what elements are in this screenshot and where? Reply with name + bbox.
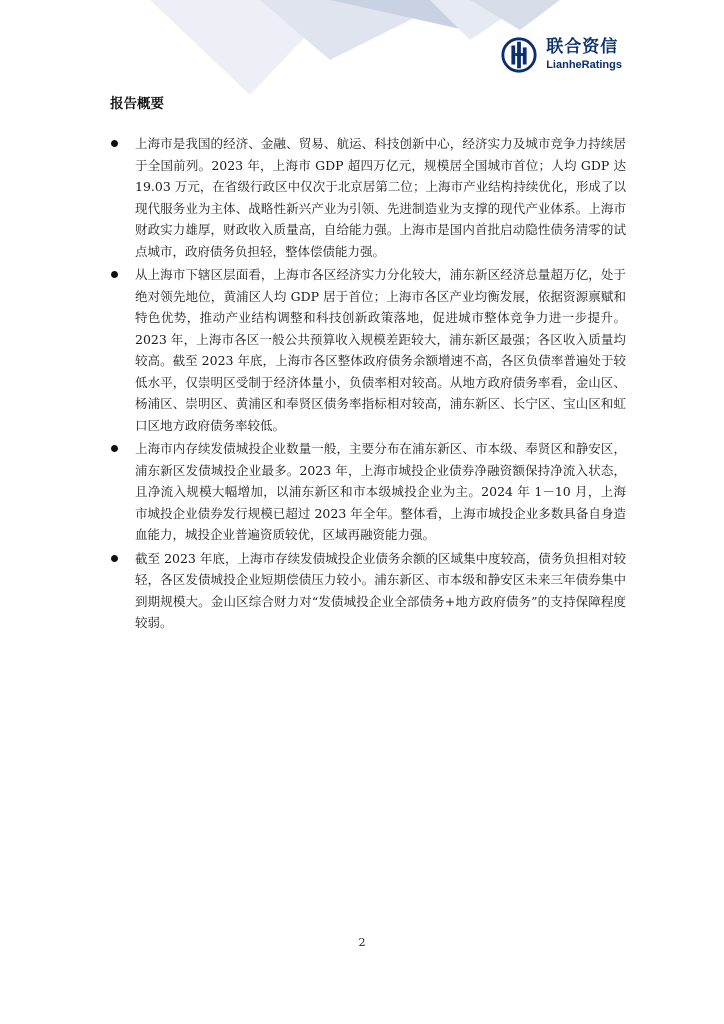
bullet-item — [110, 133, 626, 262]
section-title: 报告概要 — [110, 96, 164, 112]
bullet-item — [110, 548, 626, 634]
page-number: 2 — [358, 936, 366, 949]
logo-chinese-name: 联合资信 — [546, 37, 619, 57]
company-logo — [500, 36, 622, 74]
bullet-item — [110, 438, 626, 546]
bullet-item — [110, 264, 626, 436]
bullet-text: 截至 2023 年底，上海市存续发债城投企业债务余额的区域集中度较高，债务负担相对较轻，各区发债城投企业短期偿债压力较小。浦东新区、市本级和静安区未来三年债券集中到期规模大。金山区综合财力对“发债城投企业全部债务+地方政府债务”的支持保障程度较弱。 — [135, 550, 626, 630]
bullet-dot-icon — [111, 140, 118, 147]
logo-mark-icon — [500, 36, 538, 74]
bullet-text: 从上海市下辖区层面看，上海市各区经济实力分化较大，浦东新区经济总量超万亿，处于绝对领先地位，黄浦区人均 GDP 居于首位；上海市各区产业均衡发展，依据资源禀赋和特色优势，推动产业结构调整和科技创新政策落地，促进城市整体竞争力进一步提升。2023 年，上海市各区一般公共预算收入规模差距较大，浦东新区最强；各区收入质量均较高。截至 2023 年底，上海市各区整体政府债务余额增速不高，各区负债率普遍处于较低水平，仅崇明区受制于经济体量小，负债率相对较高。从地方政府债务率看，金山区、杨浦区、崇明区、黄浦区和奉贤区债务率指标相对较高，浦东新区、长宁区、宝山区和虹口区地方政府债务率较低。 — [135, 267, 626, 433]
bullet-dot-icon — [111, 555, 118, 562]
logo-text — [546, 39, 622, 71]
bullet-dot-icon — [111, 271, 118, 278]
summary-bullet-list — [110, 133, 626, 636]
bullet-dot-icon — [111, 445, 118, 452]
bullet-text: 上海市是我国的经济、金融、贸易、航运、科技创新中心，经济实力及城市竞争力持续居于全国前列。2023 年，上海市 GDP 超四万亿元，规模居全国城市首位；人均 GDP 达 19.03 万元，在省级行政区中仅次于北京居第二位；上海市产业结构持续优化，形成了以现代服务业为主体、战略性新兴产业为引领、先进制造业为支撑的现代产业体系。上海市财政实力雄厚，财政收入质量高，自给能力强。上海市是国内首批启动隐性债务清零的试点城市，政府债务负担轻，整体偿债能力强。 — [135, 136, 626, 259]
logo-english-name: LianheRatings — [546, 59, 622, 71]
bullet-text: 上海市内存续发债城投企业数量一般，主要分布在浦东新区、市本级、奉贤区和静安区，浦东新区发债城投企业最多。2023 年，上海市城投企业债券净融资额保持净流入状态，且净流入规模大幅增加，以浦东新区和市本级城投企业为主。2024 年 1－10 月，上海市城投企业债券发行规模已超过 2023 年全年。整体看，上海市城投企业多数具备自身造血能力，城投企业普遍资质较优，区域再融资能力强。 — [135, 441, 626, 542]
